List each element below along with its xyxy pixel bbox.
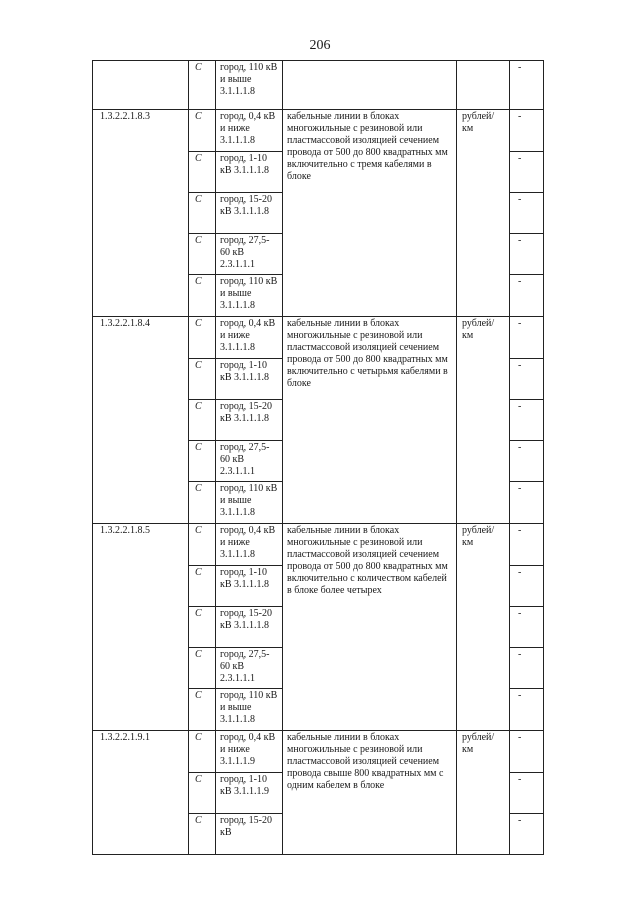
- description-cell: [283, 61, 457, 110]
- value-cell: -: [510, 359, 544, 400]
- description-cell: кабельные линии в блоках многожильные с резиновой или пластмассовой изоляцией сечением провода от 500 до 800 квадратных мм включительно с тремя кабелями в блоке: [283, 110, 457, 317]
- tariff-table: [92, 60, 544, 855]
- symbol-cell: С: [189, 773, 216, 814]
- place-cell: город, 15-20 кВ 3.1.1.1.8: [216, 193, 283, 234]
- table-row: [93, 61, 544, 110]
- symbol-cell: С: [189, 61, 216, 110]
- table-row: [93, 524, 544, 566]
- symbol-cell: С: [189, 152, 216, 193]
- unit-cell: рублей/ км: [457, 110, 510, 317]
- value-cell: -: [510, 234, 544, 275]
- place-cell: город, 27,5-60 кВ 2.3.1.1.1: [216, 648, 283, 689]
- description-cell: кабельные линии в блоках многожильные с резиновой или пластмассовой изоляцией сечением провода от 500 до 800 квадратных мм включительно с количеством кабелей в блоке более четырех: [283, 524, 457, 731]
- code-cell: 1.3.2.2.1.8.3: [93, 110, 189, 317]
- value-cell: -: [510, 689, 544, 731]
- place-cell: город, 15-20 кВ 3.1.1.1.8: [216, 400, 283, 441]
- symbol-cell: С: [189, 110, 216, 152]
- symbol-cell: С: [189, 524, 216, 566]
- symbol-cell: С: [189, 814, 216, 855]
- symbol-cell: С: [189, 193, 216, 234]
- symbol-cell: С: [189, 275, 216, 317]
- place-cell: город, 1-10 кВ 3.1.1.1.9: [216, 773, 283, 814]
- description-cell: кабельные линии в блоках многожильные с резиновой или пластмассовой изоляцией сечением провода свыше 800 квадратных мм с одним кабелем в блоке: [283, 731, 457, 855]
- code-cell: 1.3.2.2.1.8.4: [93, 317, 189, 524]
- symbol-cell: С: [189, 441, 216, 482]
- description-cell: кабельные линии в блоках многожильные с резиновой или пластмассовой изоляцией сечением провода от 500 до 800 квадратных мм включительно с четырьмя кабелями в блоке: [283, 317, 457, 524]
- value-cell: -: [510, 482, 544, 524]
- value-cell: -: [510, 524, 544, 566]
- symbol-cell: С: [189, 648, 216, 689]
- value-cell: -: [510, 110, 544, 152]
- symbol-cell: С: [189, 359, 216, 400]
- value-cell: -: [510, 275, 544, 317]
- place-cell: город, 27,5-60 кВ 2.3.1.1.1: [216, 234, 283, 275]
- place-cell: город, 110 кВ и выше 3.1.1.1.8: [216, 275, 283, 317]
- value-cell: -: [510, 400, 544, 441]
- place-cell: город, 0,4 кВ и ниже 3.1.1.1.8: [216, 110, 283, 152]
- place-cell: город, 1-10 кВ 3.1.1.1.8: [216, 359, 283, 400]
- place-cell: город, 110 кВ и выше 3.1.1.1.8: [216, 61, 283, 110]
- tariff-table-body: [93, 61, 544, 855]
- code-cell: 1.3.2.2.1.9.1: [93, 731, 189, 855]
- value-cell: -: [510, 731, 544, 773]
- place-cell: город, 1-10 кВ 3.1.1.1.8: [216, 566, 283, 607]
- symbol-cell: С: [189, 566, 216, 607]
- symbol-cell: С: [189, 731, 216, 773]
- value-cell: -: [510, 814, 544, 855]
- code-cell: 1.3.2.2.1.8.5: [93, 524, 189, 731]
- place-cell: город, 110 кВ и выше 3.1.1.1.8: [216, 689, 283, 731]
- value-cell: -: [510, 317, 544, 359]
- table-row: [93, 317, 544, 359]
- value-cell: -: [510, 61, 544, 110]
- unit-cell: рублей/ км: [457, 731, 510, 855]
- place-cell: город, 0,4 кВ и ниже 3.1.1.1.9: [216, 731, 283, 773]
- place-cell: город, 27,5-60 кВ 2.3.1.1.1: [216, 441, 283, 482]
- place-cell: город, 15-20 кВ: [216, 814, 283, 855]
- value-cell: -: [510, 193, 544, 234]
- place-cell: город, 110 кВ и выше 3.1.1.1.8: [216, 482, 283, 524]
- place-cell: город, 0,4 кВ и ниже 3.1.1.1.8: [216, 524, 283, 566]
- table-row: [93, 110, 544, 152]
- value-cell: -: [510, 773, 544, 814]
- table-row: [93, 731, 544, 773]
- code-cell: [93, 61, 189, 110]
- place-cell: город, 1-10 кВ 3.1.1.1.8: [216, 152, 283, 193]
- unit-cell: рублей/ км: [457, 317, 510, 524]
- symbol-cell: С: [189, 607, 216, 648]
- value-cell: -: [510, 607, 544, 648]
- symbol-cell: С: [189, 482, 216, 524]
- symbol-cell: С: [189, 234, 216, 275]
- place-cell: город, 0,4 кВ и ниже 3.1.1.1.8: [216, 317, 283, 359]
- value-cell: -: [510, 648, 544, 689]
- value-cell: -: [510, 566, 544, 607]
- unit-cell: рублей/ км: [457, 524, 510, 731]
- value-cell: -: [510, 152, 544, 193]
- page-number: 206: [309, 38, 331, 53]
- place-cell: город, 15-20 кВ 3.1.1.1.8: [216, 607, 283, 648]
- symbol-cell: С: [189, 317, 216, 359]
- value-cell: -: [510, 441, 544, 482]
- unit-cell: [457, 61, 510, 110]
- symbol-cell: С: [189, 400, 216, 441]
- symbol-cell: С: [189, 689, 216, 731]
